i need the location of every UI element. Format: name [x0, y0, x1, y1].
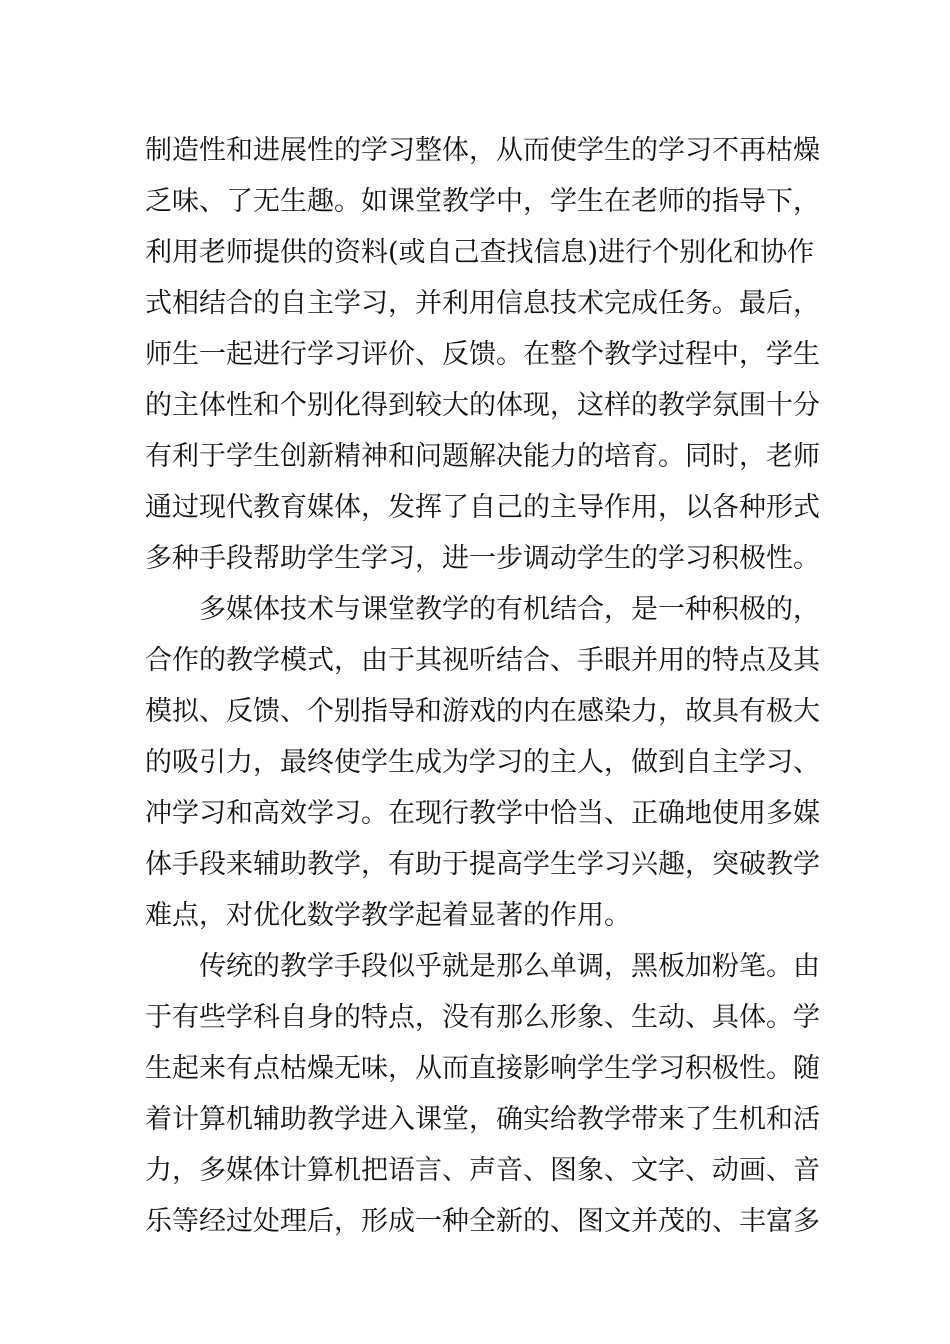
paragraph-line: 的吸引力，最终使学生成为学习的主人，做到自主学习、	[145, 747, 820, 778]
paragraph-line: 式相结合的自主学习，并利用信息技术完成任务。最后，	[145, 288, 820, 319]
paragraph-line: 多种手段帮助学生学习，进一步调动学生的学习积极性。	[145, 543, 820, 574]
paragraph-line: 于有些学科自身的特点，没有那么形象、生动、具体。学	[145, 1002, 820, 1033]
paragraph-line: 着计算机辅助教学进入课堂，确实给教学带来了生机和活	[145, 1104, 820, 1135]
paragraph-first-line: 多媒体技术与课堂教学的有机结合，是一种积极的，	[199, 594, 820, 625]
paragraph-line: 师生一起进行学习评价、反馈。在整个教学过程中，学生	[145, 339, 820, 370]
paragraph-line: 力，多媒体计算机把语言、声音、图象、文字、动画、音	[145, 1155, 820, 1186]
paragraph-line: 乐等经过处理后，形成一种全新的、图文并茂的、丰富多	[145, 1206, 820, 1237]
paragraph-line: 体手段来辅助教学，有助于提高学生学习兴趣，突破教学	[145, 849, 820, 880]
paragraph-line: 模拟、反馈、个别指导和游戏的内在感染力，故具有极大	[145, 696, 820, 727]
paragraph-line: 生起来有点枯燥无味，从而直接影响学生学习积极性。随	[145, 1053, 820, 1084]
paragraph-line: 制造性和进展性的学习整体，从而使学生的学习不再枯燥	[145, 135, 820, 166]
paragraph-last-line: 难点，对优化数学教学起着显著的作用。	[145, 900, 631, 931]
paragraph-line: 利用老师提供的资料(或自己查找信息)进行个别化和协作	[145, 237, 815, 268]
paragraph-line: 的主体性和个别化得到较大的体现，这样的教学氛围十分	[145, 390, 820, 421]
paragraph-line: 有利于学生创新精神和问题解决能力的培育。同时，老师	[145, 441, 820, 472]
paragraph-line: 乏味、了无生趣。如课堂教学中，学生在老师的指导下，	[145, 186, 820, 217]
paragraph-line: 合作的教学模式，由于其视听结合、手眼并用的特点及其	[145, 645, 820, 676]
paragraph-line: 通过现代教育媒体，发挥了自己的主导作用，以各种形式	[145, 492, 820, 523]
paragraph-first-line: 传统的教学手段似乎就是那么单调，黑板加粉笔。由	[199, 951, 820, 982]
paragraph-line: 冲学习和高效学习。在现行教学中恰当、正确地使用多媒	[145, 798, 820, 829]
